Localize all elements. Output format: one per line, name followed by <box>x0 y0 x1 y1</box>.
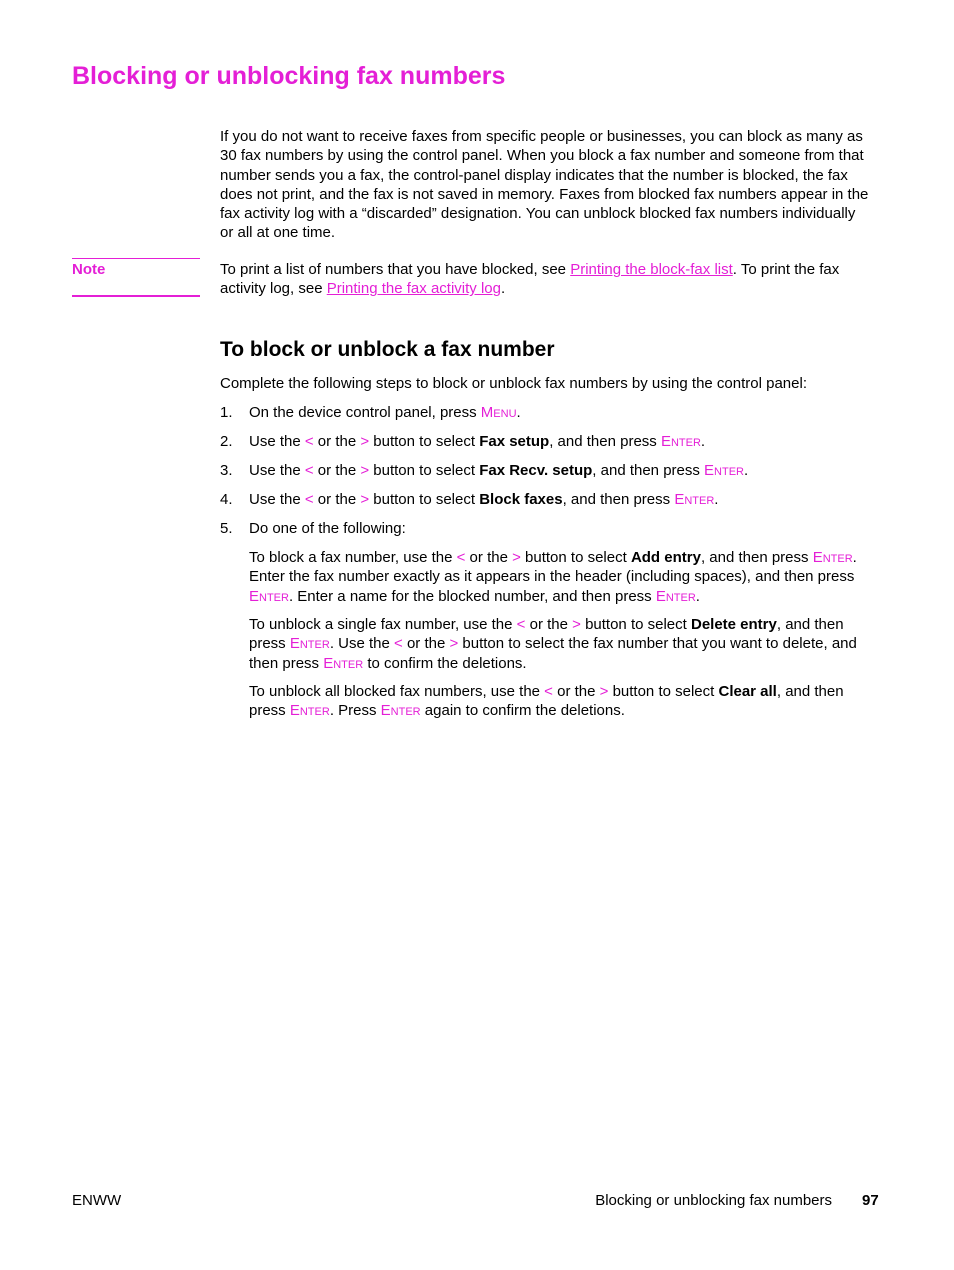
enter-key: Enter <box>674 491 715 508</box>
step-4: 4. Use the < or the > button to select Block faxes, and then press Enter. <box>220 491 719 508</box>
left-arrow-key: < <box>456 549 466 566</box>
menu-key: Menu <box>480 404 517 421</box>
enter-key: Enter <box>249 587 289 605</box>
left-arrow-key: < <box>304 491 314 508</box>
left-arrow-key: < <box>516 616 526 633</box>
page-number: 97 <box>862 1192 879 1209</box>
enter-key: Enter <box>289 635 330 653</box>
step-2: 2. Use the < or the > button to select Fax setup, and then press Enter. <box>220 433 706 450</box>
enter-key: Enter <box>289 702 330 720</box>
enter-key: Enter <box>655 587 696 605</box>
step-3: 3. Use the < or the > button to select Fax Recv. setup, and then press Enter. <box>220 462 749 479</box>
left-arrow-key: < <box>304 433 314 450</box>
fax-activity-log-link[interactable]: Printing the fax activity log <box>326 280 501 298</box>
note-text: To print a list of numbers that you have blocked, see Printing the block-fax list. To print the fax activity log, see Printing the fax activity log. <box>220 261 840 298</box>
intro-paragraph: If you do not want to receive faxes from specific people or businesses, you can block as many as 30 fax numbers by using the control panel. When you block a fax number and someone from that number sends you a fax, the control-panel display indicates that the number is blocked, the fax does not print, and the fax is not saved in memory. Faxes from blocked fax numbers appear in the fax activity log with a “discarded” designation. You can unblock blocked fax numbers individually or all at one time. <box>220 128 869 242</box>
left-arrow-key: < <box>394 635 403 653</box>
block-fax-list-link[interactable]: Printing the block-fax list <box>570 261 733 278</box>
right-arrow-key: > <box>360 491 370 508</box>
right-arrow-key: > <box>512 549 521 566</box>
footer-left: ENWW <box>72 1192 122 1209</box>
right-arrow-key: > <box>360 462 370 479</box>
enter-key: Enter <box>323 654 364 672</box>
enter-key: Enter <box>704 462 744 479</box>
right-arrow-key: > <box>449 635 459 653</box>
left-arrow-key: < <box>304 462 314 479</box>
left-arrow-key: < <box>544 683 553 700</box>
enter-key: Enter <box>660 433 701 450</box>
footer-section-title: Blocking or unblocking fax numbers <box>595 1192 832 1209</box>
section-heading: To block or unblock a fax number <box>220 338 555 361</box>
add-entry-instructions: To block a fax number, use the < or the > button to select Add entry, and then press Enter. Enter the fax number exactly as it appears in the header (including spaces), and then press Enter. Enter a name for the blocked number, and then press Enter. <box>249 549 857 605</box>
right-arrow-key: > <box>572 616 581 633</box>
right-arrow-key: > <box>360 433 370 450</box>
clear-all-instructions: To unblock all blocked fax numbers, use the < or the > button to select Clear all, and then press Enter. Press Enter again to confirm the deletions. <box>249 683 844 720</box>
page-title: Blocking or unblocking fax numbers <box>72 62 506 90</box>
enter-key: Enter <box>380 702 421 720</box>
delete-entry-instructions: To unblock a single fax number, use the < or the > button to select Delete entry, and then press Enter. Use the < or the > button to select the fax number that you want to delete, and then press Enter to confirm the deletions. <box>249 616 857 672</box>
right-arrow-key: > <box>599 683 609 700</box>
step-1: 1. On the device control panel, press Menu. <box>220 404 521 421</box>
step-5: 5. Do one of the following: <box>220 520 406 537</box>
lead-text: Complete the following steps to block or unblock fax numbers by using the control panel: <box>220 375 807 392</box>
note-label: Note <box>72 258 200 297</box>
enter-key: Enter <box>812 549 853 566</box>
